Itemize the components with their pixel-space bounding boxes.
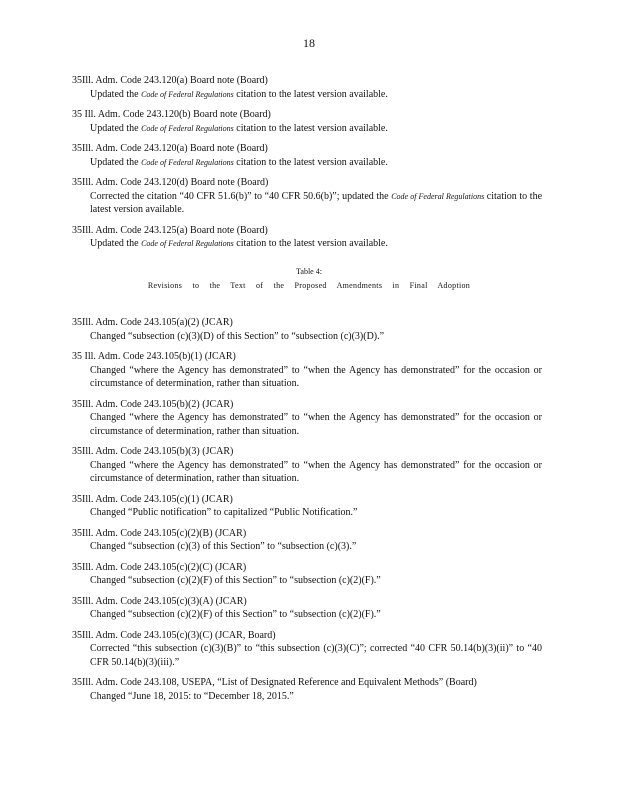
- table-caption: [0, 265, 618, 293]
- table-title: Table 4:: [296, 267, 322, 276]
- cfr-title: Code of Federal Regulations: [141, 89, 234, 99]
- entry-citation: 35Ill. Adm. Code 243.105(c)(2)(B) (JCAR): [72, 527, 247, 539]
- list-item: [72, 398, 542, 439]
- entry-description: Corrected “this subsection (c)(3)(B)” to “this subsection (c)(3)(C)”; corrected “40 CFR 50.14(b)(3)(ii)” to “40 CFR 50.14(b)(3)(iii).”: [90, 643, 542, 668]
- entry-citation: 35 Ill. Adm. Code 243.120(b) Board note (Board): [72, 109, 271, 120]
- entry-description: Changed “where the Agency has demonstrated” to “when the Agency has demonstrated” for the occasion or circumstance of determination, rather than situation.: [90, 364, 542, 389]
- entry-description: Changed “subsection (c)(3)(D) of this Section” to “subsection (c)(3)(D).”: [90, 330, 385, 342]
- list-item: [72, 445, 542, 486]
- entry-citation: 35Ill. Adm. Code 243.105(c)(3)(A) (JCAR): [72, 595, 247, 607]
- entry-citation: 35Ill. Adm. Code 243.105(c)(2)(C) (JCAR): [72, 561, 247, 573]
- list-item: [72, 527, 542, 554]
- entry-description: Changed “where the Agency has demonstrated” to “when the Agency has demonstrated” for the occasion or circumstance of determination, rather than situation.: [90, 459, 542, 484]
- entry-description: Updated the Code of Federal Regulations citation to the latest version available.: [90, 238, 388, 249]
- cfr-title: Code of Federal Regulations: [391, 191, 485, 201]
- entry-description: Changed “Public notification” to capitalized “Public Notification.”: [90, 507, 358, 518]
- entry-description: Updated the Code of Federal Regulations citation to the latest version available.: [90, 122, 388, 134]
- entry-citation: 35Ill. Adm. Code 243.105(c)(3)(C) (JCAR, Board): [72, 629, 276, 641]
- entry-description: Changed “subsection (c)(2)(F) of this Section” to “subsection (c)(2)(F).”: [90, 609, 381, 620]
- list-item: [72, 595, 542, 622]
- list-item: [72, 108, 542, 135]
- entry-citation: 35 Ill. Adm. Code 243.105(b)(1) (JCAR): [72, 351, 236, 362]
- entry-citation: 35Ill. Adm. Code 243.120(a) Board note (Board): [72, 143, 268, 154]
- entry-citation: 35Ill. Adm. Code 243.105(b)(2) (JCAR): [72, 398, 234, 410]
- entry-citation: 35Ill. Adm. Code 243.120(d) Board note (Board): [72, 177, 269, 188]
- entry-description: Updated the Code of Federal Regulations citation to the latest version available.: [90, 156, 388, 168]
- entry-description: Corrected the citation “40 CFR 51.6(b)” to “40 CFR 50.6(b)”; updated the Code of Federal Regulations citation to the latest version available.: [90, 190, 543, 215]
- entry-description: Changed “subsection (c)(3) of this Section” to “subsection (c)(3).”: [90, 541, 357, 552]
- page-number: 18: [303, 36, 315, 50]
- cfr-title: Code of Federal Regulations: [141, 157, 234, 167]
- list-item: [72, 350, 542, 391]
- entry-citation: 35Ill. Adm. Code 243.125(a) Board note (Board): [72, 224, 268, 236]
- lower-entries-list: [72, 316, 542, 710]
- entry-citation: 35Ill. Adm. Code 243.105(b)(3) (JCAR): [72, 446, 234, 457]
- entry-description: Changed “subsection (c)(2)(F) of this Section” to “subsection (c)(2)(F).”: [90, 575, 381, 586]
- entry-description: Updated the Code of Federal Regulations citation to the latest version available.: [90, 88, 388, 100]
- entry-citation: 35Ill. Adm. Code 243.120(a) Board note (Board): [72, 75, 268, 86]
- list-item: [72, 316, 542, 343]
- list-item: [72, 176, 542, 217]
- list-item: [72, 142, 542, 169]
- list-item: [72, 493, 542, 520]
- cfr-title: Code of Federal Regulations: [141, 239, 234, 248]
- entry-citation: 35Ill. Adm. Code 243.105(a)(2) (JCAR): [72, 317, 233, 328]
- entry-description: Changed “where the Agency has demonstrated” to “when the Agency has demonstrated” for the occasion or circumstance of determination, rather than situation.: [90, 412, 542, 437]
- list-item: [72, 224, 542, 251]
- list-item: [72, 74, 542, 101]
- upper-entries-list: [72, 74, 542, 258]
- cfr-title: Code of Federal Regulations: [141, 123, 234, 133]
- list-item: [72, 676, 542, 703]
- entry-citation: 35Ill. Adm. Code 243.105(c)(1) (JCAR): [72, 493, 233, 505]
- list-item: [72, 629, 542, 670]
- entry-description: Changed “June 18, 2015: to “December 18, 2015.”: [90, 690, 294, 702]
- table-subtitle: Revisions to the Text of the Proposed Amendments in Final Adoption: [147, 281, 471, 290]
- entry-citation: 35Ill. Adm. Code 243.108, USEPA, “List of Designated Reference and Equivalent Methods” (Board): [72, 677, 477, 688]
- list-item: [72, 561, 542, 588]
